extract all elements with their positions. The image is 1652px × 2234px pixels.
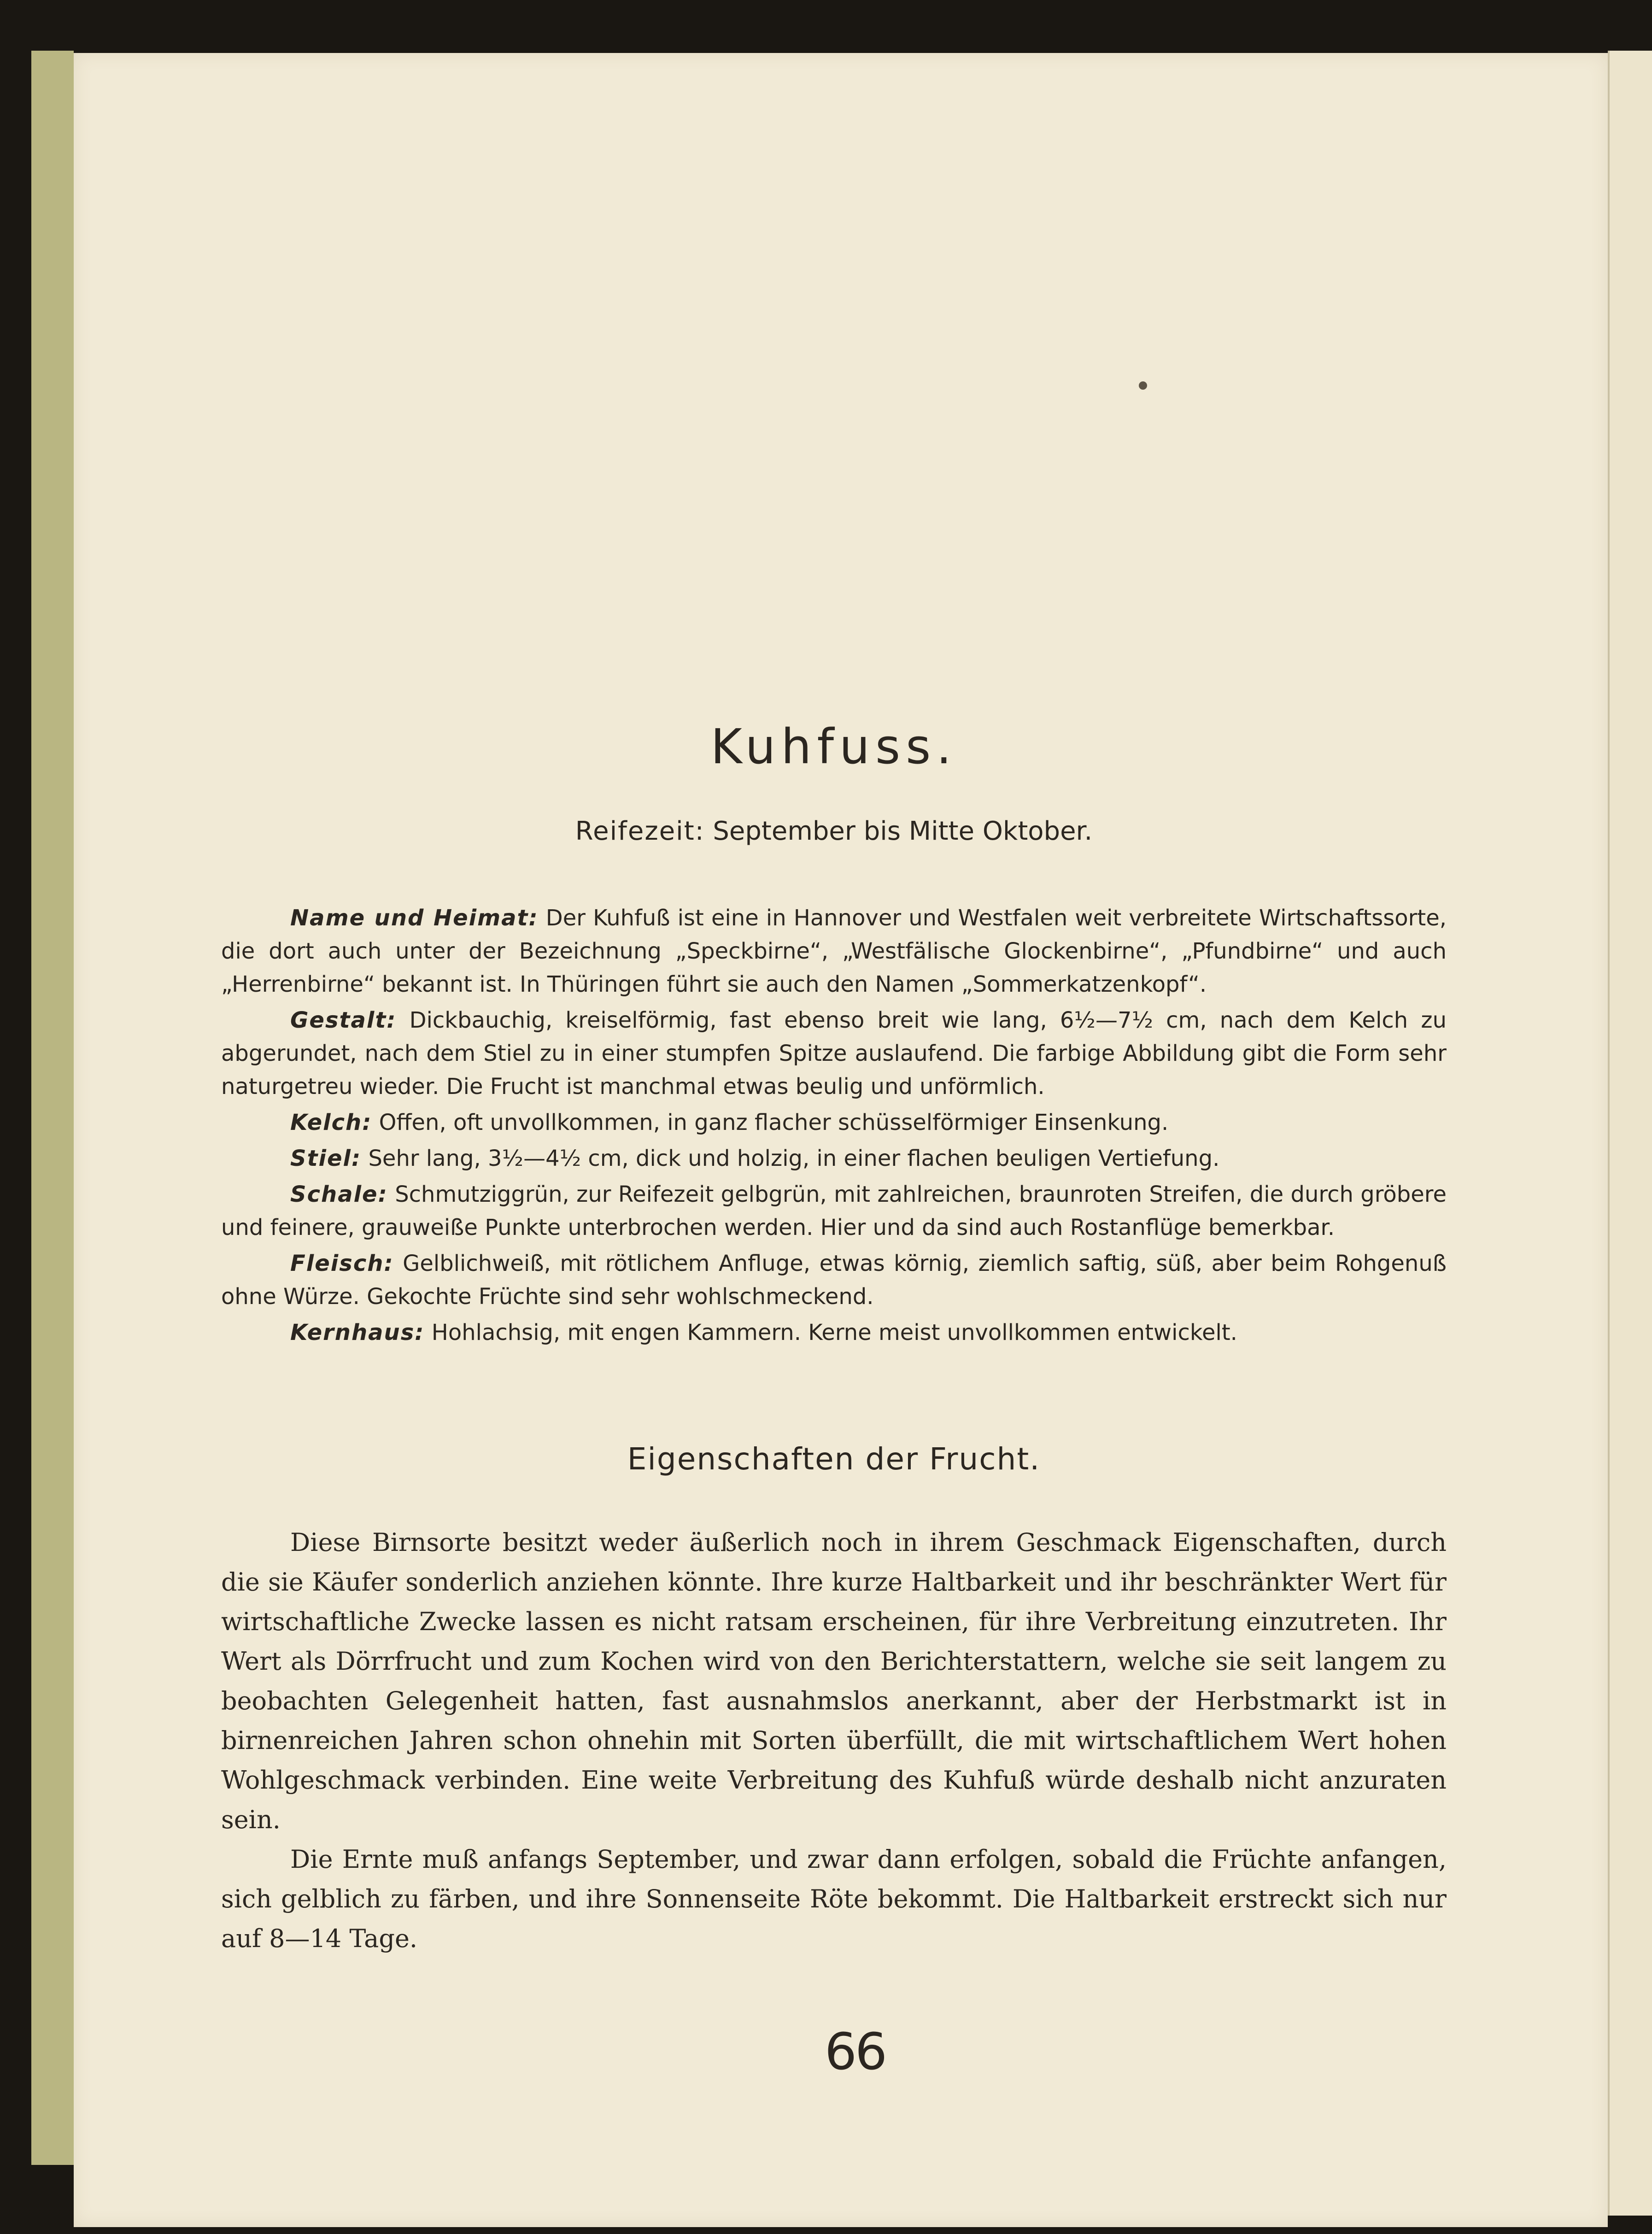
description-entry bbox=[221, 1106, 1447, 1139]
description-entry bbox=[221, 1247, 1447, 1313]
description-list bbox=[221, 901, 1447, 1349]
book-binding bbox=[31, 51, 74, 2165]
description-text: Offen, oft unvollkommen, in ganz flacher schüsselförmiger Einsenkung. bbox=[379, 1110, 1169, 1135]
paper-spot bbox=[1139, 381, 1147, 390]
description-entry bbox=[221, 1004, 1447, 1103]
description-text: Dickbauchig, kreiselförmig, fast ebenso breit wie lang, 6½—7½ cm, nach dem Kelch zu abgerundet, nach dem Stiel zu in einer stumpfen Spitze auslaufend. Die farbige Abbildung gibt die Form sehr naturgetreu wieder. Die Frucht ist manchmal etwas beulig und unförmlich. bbox=[221, 1007, 1447, 1099]
body-paragraph: Die Ernte muß anfangs September, und zwar dann erfolgen, sobald die Früchte anfangen, sich gelblich zu färben, und ihre Sonnenseite Röte bekommt. Die Haltbarkeit erstreckt sich nur auf 8—14 Tage. bbox=[221, 1845, 1447, 1953]
description-term: Schale: bbox=[290, 1181, 388, 1207]
description-term: Kelch: bbox=[290, 1110, 372, 1135]
ripening-time bbox=[221, 816, 1447, 846]
description-text: Der Kuhfuß ist eine in Hannover und Westfalen weit verbreitete Wirtschaftssorte, die dort auch unter der Bezeichnung „Speckbirne“, „Westfälische Glockenbirne“, „Pfundbirne“ und auch „Herrenbirne“ bekannt ist. In Thüringen führt sie auch den Namen „Sommerkatzenkopf“. bbox=[221, 905, 1447, 997]
description-term: Kernhaus: bbox=[290, 1320, 425, 1345]
description-entry bbox=[221, 1142, 1447, 1175]
section-body bbox=[221, 1523, 1447, 1959]
description-term: Stiel: bbox=[290, 1146, 362, 1171]
description-entry bbox=[221, 1316, 1447, 1349]
ripening-time-label: Reifezeit: bbox=[575, 816, 705, 846]
description-text: Schmutziggrün, zur Reifezeit gelbgrün, mit zahlreichen, braunroten Streifen, die durch gröbere und feinere, grauweiße Punkte unterbrochen werden. Hier und da sind auch Rostanflüge bemerkbar. bbox=[221, 1181, 1447, 1240]
page-number: 66 bbox=[825, 2022, 885, 2081]
description-term: Name und Heimat: bbox=[290, 905, 539, 931]
description-text: Gelblichweiß, mit rötlichem Anfluge, etwas körnig, ziemlich saftig, süß, aber beim Rohgenuß ohne Würze. Gekochte Früchte sind sehr wohlschmeckend. bbox=[221, 1251, 1447, 1310]
description-term: Fleisch: bbox=[290, 1251, 394, 1276]
description-text: Hohlachsig, mit engen Kammern. Kerne meist unvollkommen entwickelt. bbox=[431, 1320, 1237, 1345]
ripening-time-value: September bis Mitte Oktober. bbox=[713, 816, 1093, 846]
description-term: Gestalt: bbox=[290, 1007, 397, 1033]
next-page-edge bbox=[1608, 51, 1652, 2216]
page-content bbox=[221, 719, 1447, 1959]
page-title: Kuhfuss. bbox=[710, 719, 957, 775]
description-text: Sehr lang, 3½—4½ cm, dick und holzig, in einer flachen beuligen Vertiefung. bbox=[368, 1146, 1220, 1171]
description-entry bbox=[221, 1178, 1447, 1244]
section-title: Eigenschaften der Frucht. bbox=[627, 1441, 1041, 1477]
body-paragraph: Diese Birnsorte besitzt weder äußerlich noch in ihrem Geschmack Eigenschaften, durch die sie Käufer sonderlich anziehen könnte. Ihre kurze Haltbarkeit und ihr beschränkter Wert für wirtschaftliche Zwecke lassen es nicht ratsam erscheinen, für ihre Verbreitung einzutreten. Ihr Wert als Dörrfrucht und zum Kochen wird von den Berichterstattern, welche sie seit langem zu beobachten Gelegenheit hatten, fast ausnahmslos anerkannt, aber der Herbstmarkt ist in birnenreichen Jahren schon ohnehin mit Sorten überfüllt, die mit wirtschaftlichem Wert hohen Wohlgeschmack verbinden. Eine weite Verbreitung des Kuhfuß würde deshalb nicht anzuraten sein. bbox=[221, 1528, 1447, 1834]
description-entry bbox=[221, 901, 1447, 1001]
